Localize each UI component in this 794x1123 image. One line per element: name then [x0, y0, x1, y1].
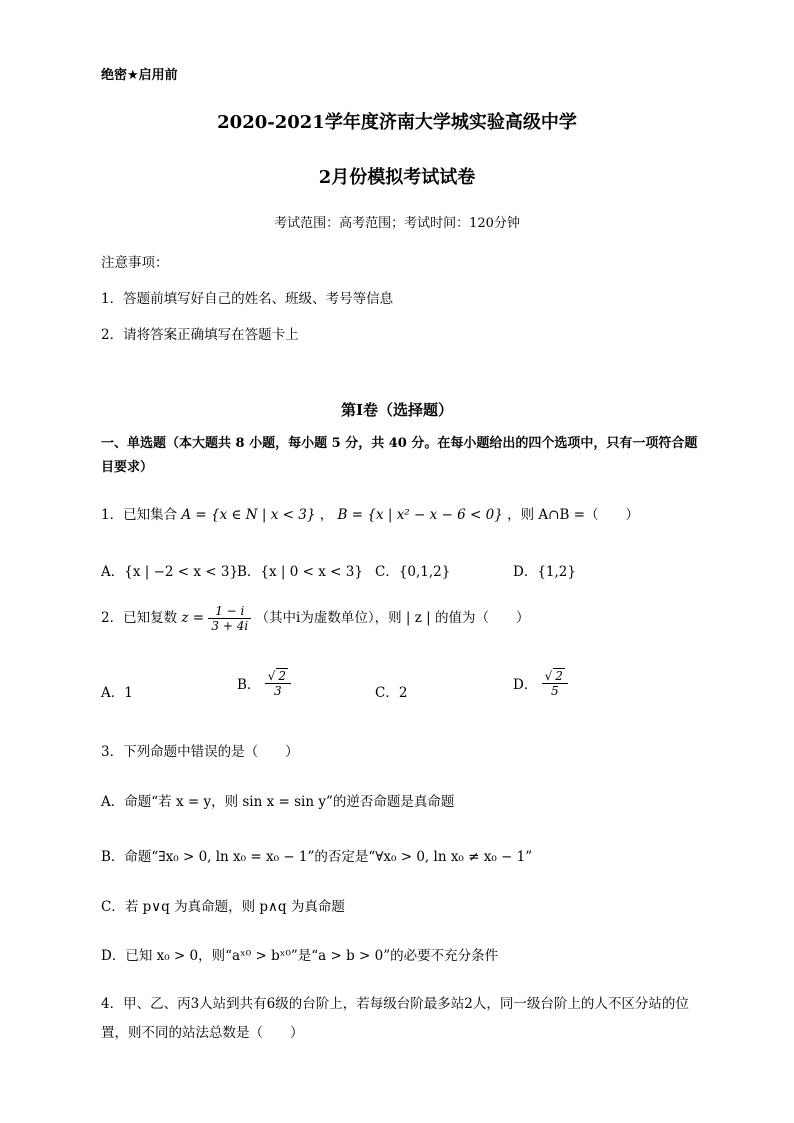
- q3-option-b: B．命题“∃x₀ > 0, ln x₀ = x₀ − 1”的否定是“∀x₀ > 0, ln x₀ ≠ x₀ − 1”: [101, 849, 533, 865]
- q2-fraction-denominator: 3 + 4i: [211, 619, 249, 633]
- question-3-stem: 3．下列命题中错误的是（ ）: [101, 744, 299, 760]
- note-item-2: 2．请将答案正确填写在答题卡上: [101, 327, 299, 343]
- question-1: [101, 503, 639, 523]
- q2-option-d-label: D．: [513, 677, 538, 693]
- q1-sep: ，: [319, 507, 334, 523]
- q2-prefix: 2．已知复数: [101, 610, 178, 626]
- q1-suffix: ，则 A∩B =（ ）: [507, 507, 639, 523]
- q2-fraction: [208, 604, 251, 633]
- q2-option-d-radicand: 2: [555, 669, 563, 683]
- q2-option-d-numerator: √ 2: [542, 668, 568, 684]
- q2-option-b-numerator: √ 2: [265, 668, 291, 684]
- q2-z: z =: [181, 610, 205, 626]
- exam-info: 考试范围：高考范围；考试时间：120分钟: [274, 216, 520, 231]
- part-instructions: 一、单选题（本大题共 8 小题，每小题 5 分，共 40 分。在每小题给出的四个选项中，只有一项符合题目要求）: [101, 436, 698, 475]
- q2-option-b-denominator: 3: [274, 684, 282, 698]
- note-item-1: 1．答题前填写好自己的姓名、班级、考号等信息: [101, 291, 394, 307]
- q3-option-a: A．命题“若 x = y，则 sin x = sin y”的逆否命题是真命题: [101, 794, 455, 810]
- question-2: [101, 604, 529, 633]
- q1-set-b: B = {x | x² − x − 6 < 0}: [337, 507, 503, 523]
- q2-option-d-fraction: [542, 668, 568, 698]
- q1-option-c: C．{0,1,2}: [375, 564, 451, 580]
- q1-set-a: A = {x ∈ N | x < 3}: [181, 507, 316, 523]
- q2-option-b-radicand: 2: [278, 669, 287, 683]
- q1-option-b: B．{x | 0 < x < 3}: [237, 564, 363, 580]
- exam-title: 2020-2021学年度济南大学城实验高级中学: [217, 112, 577, 133]
- q2-option-b: [237, 668, 291, 698]
- q2-fraction-numerator: 1 − i: [208, 604, 251, 619]
- q1-prefix: 1．已知集合: [101, 507, 178, 523]
- q2-suffix: （其中i为虚数单位），则 | z | 的值为（ ）: [255, 610, 530, 626]
- q2-option-d: [513, 668, 568, 698]
- confidential-label: 绝密★启用前: [101, 68, 178, 83]
- q2-option-c: C．2: [375, 685, 408, 701]
- q2-option-b-fraction: [265, 668, 291, 698]
- notes-heading: 注意事项：: [101, 255, 169, 271]
- q1-option-a: A．{x | −2 < x < 3}: [101, 564, 239, 580]
- q3-option-c: C．若 p∨q 为真命题，则 p∧q 为真命题: [101, 899, 345, 915]
- exam-subtitle: 2月份模拟考试试卷: [318, 167, 476, 188]
- q2-option-b-label: B．: [237, 677, 261, 693]
- q2-option-d-denominator: 5: [550, 684, 559, 698]
- q2-option-a: A．1: [101, 685, 133, 701]
- section-title: 第I卷（选择题）: [340, 401, 454, 419]
- q1-option-d: D．{1,2}: [513, 564, 576, 580]
- question-4-stem: 4．甲、乙、丙3人站到共有6级的台阶上，若每级台阶最多站2人，同一级台阶上的人不区分站的位置，则不同的站法总数是（ ）: [101, 996, 689, 1041]
- q3-option-d: D．已知 x₀ > 0，则“aˣ⁰ > bˣ⁰”是“a > b > 0”的必要不充分条件: [101, 948, 499, 964]
